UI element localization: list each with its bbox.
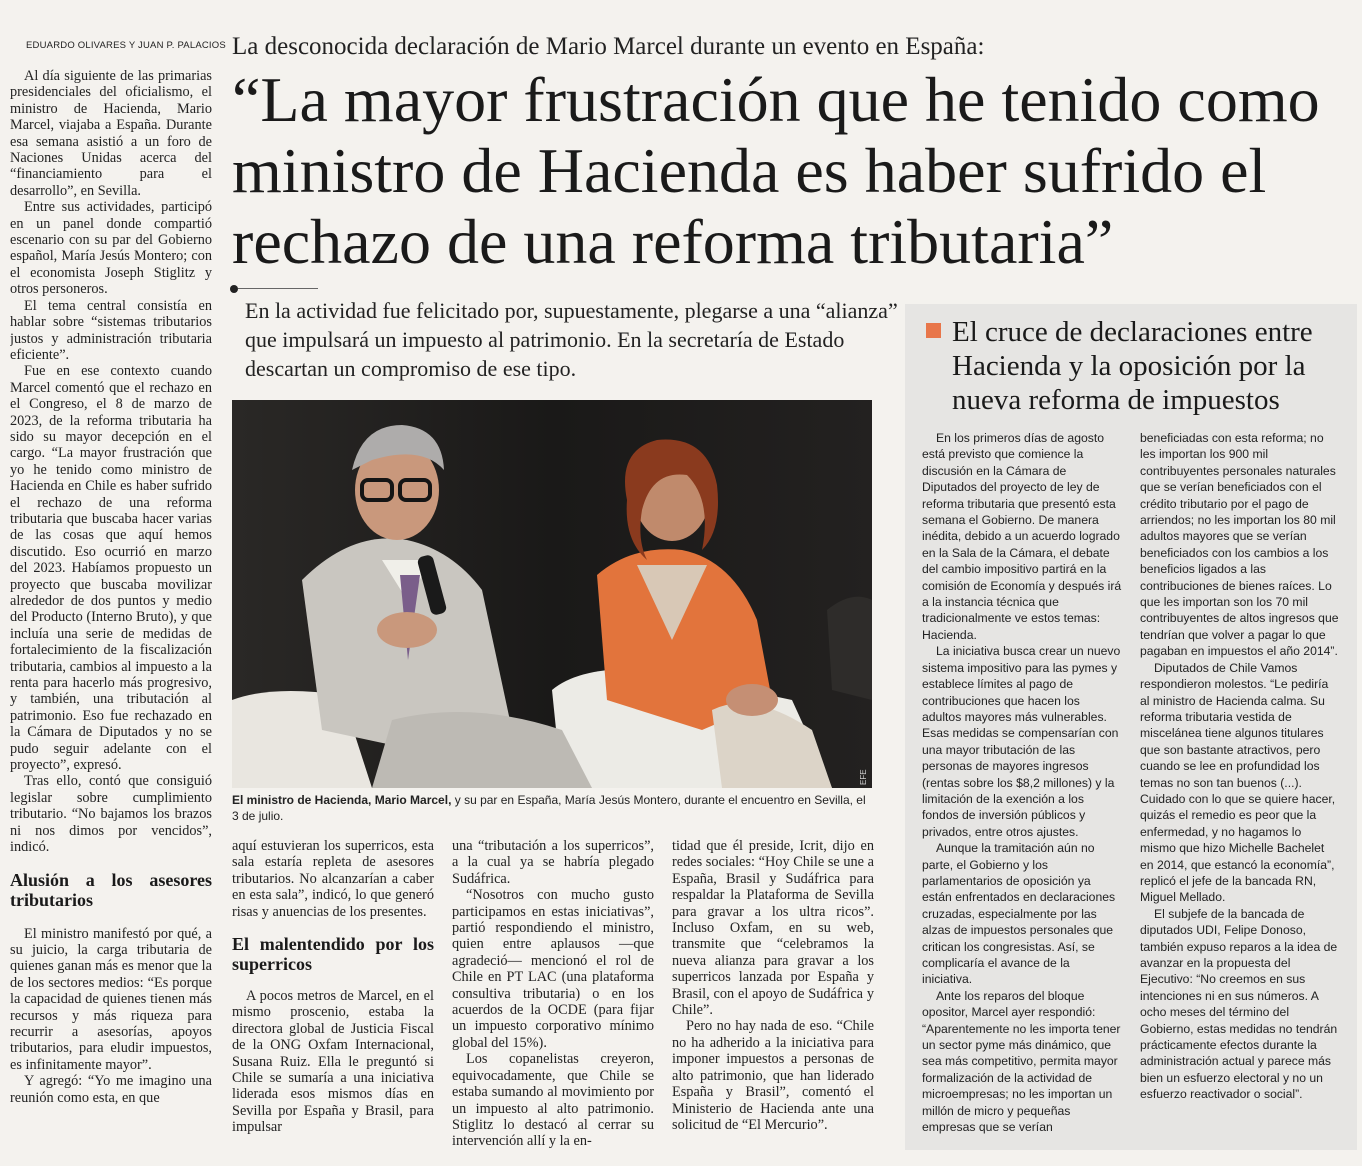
caption-text: y su par en España, María Jesús Montero, durante el encuentro en Sevilla, el 3 de julio.: [232, 793, 866, 823]
paragraph: En los primeros días de agosto está previsto que comience la discusión en la Cámara de Diputados del proyecto de ley de reforma tributaria que presentó esta semana el Gobierno. De manera inédita, debido a un acuerdo logrado en la Sala de la Cámara, el debate del cambio impositivo partirá en la comisión de Economía y después irá a la instancia técnica que tradicionalmente ve estos temas: Hacienda.: [922, 431, 1122, 642]
paragraph: Tras ello, contó que consiguió legislar sobre cumplimiento tributario. “No bajamos los brazos ni nos dimos por vencidos”, indicó.: [10, 773, 212, 856]
sidebar-column-2: [1140, 430, 1340, 1142]
sidebar-title: El cruce de declaraciones entre Hacienda y la oposición por la nueva reforma de impuestos: [952, 316, 1313, 416]
paragraph: aquí estuvieran los superricos, esta sala estaría repleta de asesores tributarios. No alcanzarían a caber en esta sala”, indicó, lo que generó risas y anuencias de los presentes.: [232, 838, 434, 920]
article-column-1: [10, 68, 212, 1158]
article-column-2: [232, 838, 434, 1158]
paragraph: Los copanelistas creyeron, equivocadamente, que Chile se estaba sumando al movimiento por un impuesto al alto patrimonio. Stiglitz lo destacó al cerrar su intervención allí y la en-: [452, 1051, 654, 1150]
paragraph: Ante los reparos del bloque opositor, Marcel ayer respondió: “Aparentemente no les importa tener un sector pyme más dinámico, que sea más competitivo, permita mayor formalización de la actividad de microempresas; no les importan un millón de micro y pequeñas empresas que se verían: [922, 988, 1121, 1135]
paragraph: Pero no hay nada de eso. “Chile no ha adherido a la iniciativa para imponer impuestos a personas de alto patrimonio, que han liderado España y Brasil”, comentó el Ministerio de Hacienda ante una solicitud de “El Mercurio”.: [672, 1018, 874, 1133]
paragraph: Aunque la tramitación aún no parte, el Gobierno y los parlamentarios de oposición ya están enfrentados en declaraciones cruzadas, especialmente por las alzas de impuestos personales que critican los congresistas. Así, se complicaría el avance de la iniciativa.: [922, 841, 1116, 987]
byline: EDUARDO OLIVARES Y JUAN P. PALACIOS: [26, 40, 226, 51]
paragraph: una “tributación a los superricos”, a la cual ya se habría plegado Sudáfrica.: [452, 838, 654, 887]
paragraph: tidad que él preside, Icrit, dijo en redes sociales: “Hoy Chile se une a España, Brasil y Sudáfrica para respaldar la Plataforma de Sevilla para gravar a los ultra ricos”. Incluso Oxfam, en su web, transmite que “celebramos la nueva alianza para gravar a los superricos lanzada por España y Brasil, con el apoyo de Sudáfrica y Chile”.: [672, 838, 874, 1019]
sidebar-marker-icon: [926, 323, 941, 338]
deck-rule: [238, 288, 318, 289]
kicker: La desconocida declaración de Mario Marcel durante un evento en España:: [232, 33, 985, 60]
subheading: El malentendido por los superricos: [232, 934, 434, 975]
deck: En la actividad fue felicitado por, supuestamente, plegarse a una “alianza” que impulsará un impuesto al patrimonio. En la secretaría de Estado descartan un compromiso de ese tipo.: [245, 298, 898, 381]
paragraph: El ministro manifestó por qué, a su juicio, la carga tributaria de quienes ganan más es menor que la de los sectores medios: “Es porque la capacidad de quienes tienen más recursos y más riqueza para recurrir a asesorías, apoyos tributarios, para eludir impuestos, es infinitamente mayor”.: [10, 925, 212, 1073]
paragraph: Al día siguiente de las primarias presidenciales del oficialismo, el ministro de Hacienda, Mario Marcel, viajaba a España. Durante esa semana asistió a un foro de Naciones Unidas acerca del “financiamiento para el desarrollo”, en Sevilla.: [10, 68, 212, 199]
paragraph: La iniciativa busca crear un nuevo sistema impositivo para las pymes y establece límites al pago de contribuciones que hacen los adultos mayores más vulnerables. Esas medidas se compensarían con una mayor tributación de las personas de mayores ingresos (rentas sobre los $8,2 millones) y la limitación de la exención a los fondos de inversión públicos y privados, entre otros ajustes.: [922, 644, 1121, 839]
photo-credit: EFE: [859, 769, 868, 785]
paragraph: Y agregó: “Yo me imagino una reunión como esta, en que: [10, 1073, 212, 1106]
paragraph: Fue en ese contexto cuando Marcel comentó que el rechazo en el Congreso, el 8 de marzo de 2023, de la reforma tributaria ha sido su mayor decepción en el cargo. “La mayor frustración que yo he tenido como ministro de Hacienda en Chile es haber sufrido el rechazo de una reforma tributaria que buscaba hacer varias de las cosas que aquí hemos discutido. Eso ocurrió en marzo del 2023. Habíamos propuesto un proyecto que buscaba movilizar alrededor de dos puntos y medio del Producto (Interno Bruto), y que incluía una serie de medidas de fortalecimiento de la fiscalización tributaria, cambios al impuesto a la renta para hacerlo más progresivo, y también, una tributación al patrimonio. Eso fue rechazado en la Cámara de Diputados y no se pudo seguir adelante con el proyecto”, expresó.: [10, 363, 212, 774]
paragraph: Diputados de Chile Vamos respondieron molestos. “Le pediría al ministro de Hacienda calma. Su reforma tributaria vestida de miscelánea tiene algunos titulares que son bastante atractivos, pero cuando se lee en profundidad los temas no son tan buenos (...). Cuidado con lo que se quiere hacer, quizás el remedio es peor que la enfermedad, y no hagamos lo mismo que hizo Michelle Bachelet en 2014, que estancó la economía”, replicó el jefe de la bancada RN, Miguel Mellado.: [1140, 660, 1336, 905]
subheading: Alusión a los asesores tributarios: [10, 869, 212, 910]
photo-illustration: [232, 400, 872, 788]
photo-caption: [232, 792, 872, 824]
paragraph: El subjefe de la bancada de diputados UDI, Felipe Donoso, también expuso reparos a la idea de avanzar en la propuesta del Ejecutivo: “No creemos en sus intenciones ni en sus números. A ocho meses del término del Gobierno, estas medidas no tendrán prácticamente efectos durante la administración actual y parece más bien un esfuerzo electoral y no un esfuerzo reactivador o social”.: [1140, 906, 1338, 1102]
deck-bullet: [230, 285, 238, 293]
headline: “La mayor frustración que he tenido como ministro de Hacienda es haber sufrido el rechazo de una reforma tributaria”: [232, 64, 1320, 277]
paragraph: “Nosotros con mucho gusto participamos en estas iniciativas”, partió respondiendo el ministro, quien entre aplausos —que agradeció— mencionó el rol de Chile en PT LAC (una plataforma consultiva tributaria) o en los acuerdos de la OCDE (para fijar un impuesto corporativo mínimo global del 15%).: [452, 887, 654, 1051]
article-column-3: [452, 838, 654, 1158]
sidebar-column-1: [922, 430, 1122, 1142]
article-photo: [232, 400, 872, 788]
paragraph: Entre sus actividades, participó en un panel donde compartió escenario con su par del Gobierno español, María Jesús Montero; con el economista Joseph Stiglitz y otros personeros.: [10, 199, 212, 298]
article-column-4: [672, 838, 874, 1158]
caption-bold: El ministro de Hacienda, Mario Marcel,: [232, 793, 452, 807]
paragraph: beneficiadas con esta reforma; no les importan los 900 mil contribuyentes personales naturales que se verían beneficiados con el crédito tributario por el pago de arriendos; no les importan los 80 mil adultos mayores que se verían beneficiados con los cambios a los beneficios ligados a las contribuciones de bienes raíces. Lo que les importan son los 70 mil contribuyentes de altos ingresos que tendrían que volver a pagar lo que pagaban en impuestos el año 2014”.: [1140, 431, 1339, 659]
paragraph: A pocos metros de Marcel, en el mismo proscenio, estaba la directora global de Justicia Fiscal de la ONG Oxfam Internacional, Susana Ruiz. Ella le preguntó si Chile se sumaría a una iniciativa liderada esos mismos días en Sevilla por España y Brasil, para impulsar: [232, 988, 434, 1136]
paragraph: El tema central consistía en hablar sobre “sistemas tributarios justos y administración tributaria eficiente”.: [10, 297, 212, 363]
